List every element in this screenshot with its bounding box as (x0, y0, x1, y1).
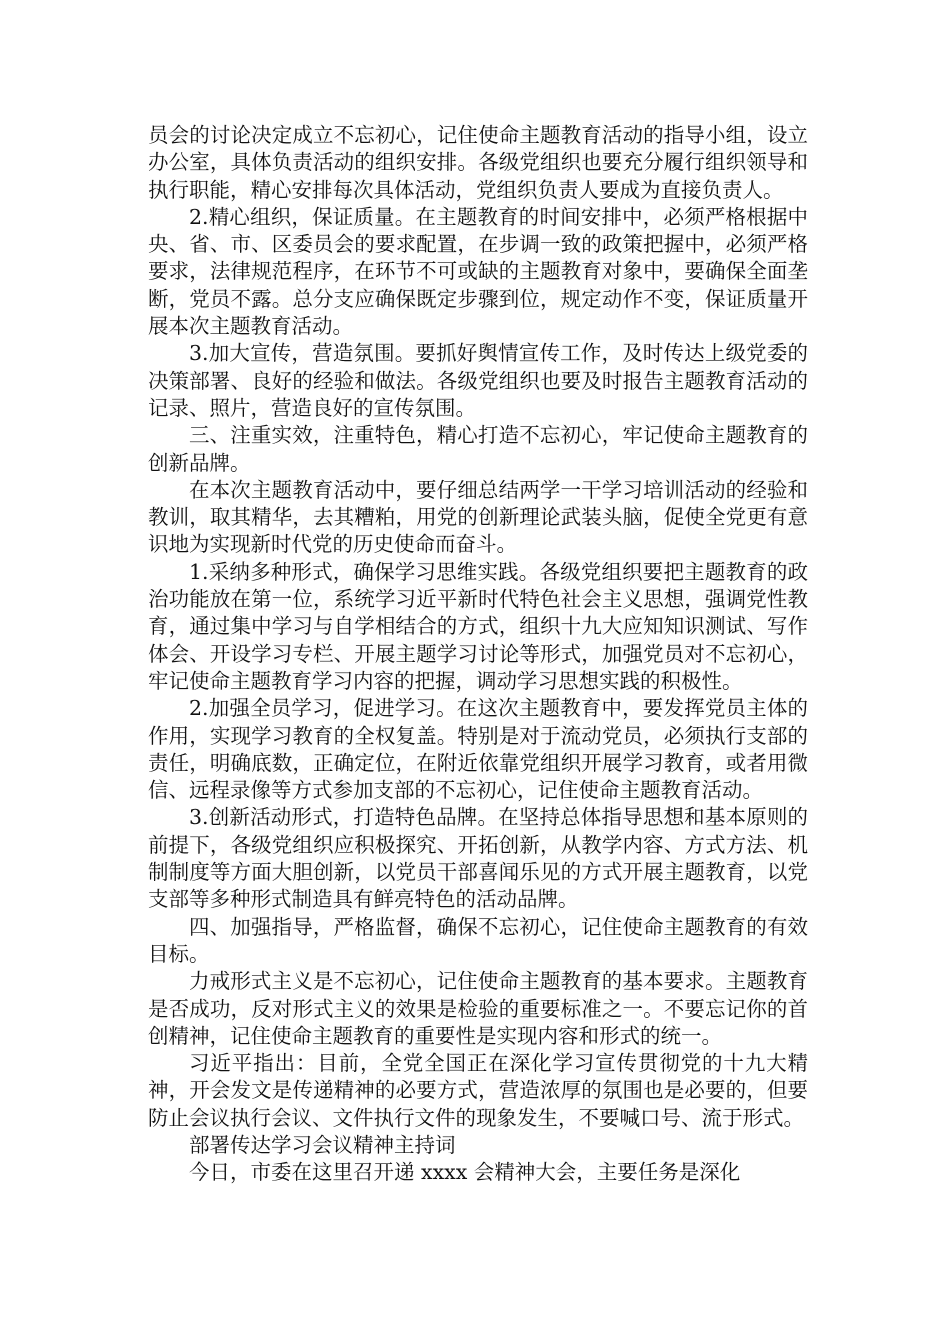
paragraph-7: 2.加强全员学习，促进学习。在这次主题教育中，要发挥党员主体的作用，实现学习教育的全权复盖。特别是对于流动党员，必须执行支部的责任，明确底数，正确定位，在附近依靠党组织开展学习教育，或者用微信、远程录像等方式参加支部的不忘初心，记住使命主题教育活动。 (148, 696, 808, 803)
paragraph-1: 员会的讨论决定成立不忘初心，记住使命主题教育活动的指导小组，设立办公室，具体负责活动的组织安排。各级党组织也要充分履行组织领导和执行职能，精心安排每次具体活动，党组织负责人要成为直接负责人。 (148, 123, 808, 202)
paragraph-13: 今日，市委在这里召开递 xxxx 会精神大会，主要任务是深化 (189, 1160, 741, 1185)
paragraph-11: 习近平指出：目前，全党全国正在深化学习宣传贯彻党的十九大精神，开会发文是传递精神的必要方式，营造浓厚的氛围也是必要的，但要防止会议执行会议、文件执行文件的现象发生，不要喊口号、流于形式。 (148, 1051, 808, 1130)
paragraph-10: 力戒形式主义是不忘初心，记住使命主题教育的基本要求。主题教育是否成功，反对形式主义的效果是检验的重要标准之一。不要忘记你的首创精神，记住使命主题教育的重要性是实现内容和形式的统一。 (148, 969, 808, 1048)
paragraph-3: 3.加大宣传，营造氛围。要抓好舆情宣传工作，及时传达上级党委的决策部署、良好的经验和做法。各级党组织也要及时报告主题教育活动的记录、照片，营造良好的宣传氛围。 (148, 341, 808, 420)
paragraph-6: 1.采纳多种形式，确保学习思维实践。各级党组织要把主题教育的政治功能放在第一位，系统学习近平新时代特色社会主义思想，强调党性教育，通过集中学习与自学相结合的方式，组织十九大应知知识测试、写作体会、开设学习专栏、开展主题学习讨论等形式，加强党员对不忘初心，牢记使命主题教育学习内容的把握，调动学习思想实践的积极性。 (148, 559, 808, 693)
subtitle-host-speech: 部署传达学习会议精神主持词 (189, 1132, 456, 1157)
section-heading-4: 四、加强指导，严格监督，确保不忘初心，记住使命主题教育的有效目标。 (148, 914, 808, 966)
paragraph-2: 2.精心组织，保证质量。在主题教育的时间安排中，必须严格根据中央、省、市、区委员会的要求配置，在步调一致的政策把握中，必须严格要求，法律规范程序，在环节不可或缺的主题教育对象中，要确保全面垄断，党员不露。总分支应确保既定步骤到位，规定动作不变，保证质量开展本次主题教育活动。 (148, 204, 808, 339)
document-body (148, 122, 808, 1187)
paragraph-8: 3.创新活动形式，打造特色品牌。在坚持总体指导思想和基本原则的前提下，各级党组织应积极探究、开拓创新，从教学内容、方式方法、机制制度等方面大胆创新，以党员干部喜闻乐见的方式开展主题教育，以党支部等多种形式制造具有鲜亮特色的活动品牌。 (148, 805, 808, 912)
section-heading-3: 三、注重实效，注重特色，精心打造不忘初心，牢记使命主题教育的创新品牌。 (148, 423, 808, 475)
paragraph-5: 在本次主题教育活动中，要仔细总结两学一干学习培训活动的经验和教训，取其精华，去其糟粕，用党的创新理论武装头脑，促使全党更有意识地为实现新时代党的历史使命而奋斗。 (148, 477, 808, 557)
